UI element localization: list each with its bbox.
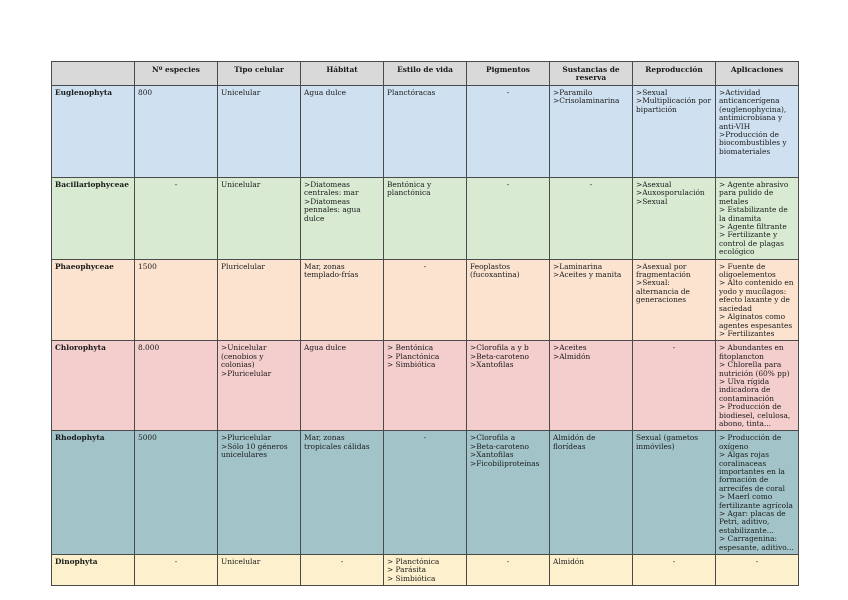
cell-line: > Parásita — [387, 565, 427, 575]
cell-line: > Alto contenido en yodo y mucílagos: efecto laxante y de saciedad — [719, 278, 794, 313]
lifestyle-cell — [384, 555, 467, 586]
cell-line: >Paramilo — [553, 88, 593, 97]
header-cell-reserve: Sustancias de reserva — [550, 62, 633, 86]
cell-line: > Fertilizantes — [719, 328, 775, 338]
cell-line: Unicelular — [221, 88, 261, 97]
row-name-cell: Dinophyta — [52, 555, 135, 586]
row-name-cell: Phaeophyceae — [52, 259, 135, 341]
habitat-cell — [301, 86, 384, 178]
cell-line: >Almidón — [553, 351, 591, 361]
cell-type-cell — [218, 259, 301, 341]
habitat-cell — [301, 259, 384, 341]
header-cell-reproduction: Reproducción — [633, 62, 716, 86]
habitat-cell — [301, 178, 384, 260]
pigments-cell — [467, 555, 550, 586]
cell-line: >Xantofilas — [470, 450, 514, 460]
reproduction-cell — [633, 555, 716, 586]
applications-cell — [716, 555, 799, 586]
table-row — [52, 431, 799, 555]
species-cell: 5000 — [135, 431, 218, 555]
header-cell-cell-type: Tipo celular — [218, 62, 301, 86]
cell-line: >Actividad anticancerígena (euglenophycina), antimicrobiana y anti-VIH — [719, 88, 787, 131]
cell-line: >Auxosporulación — [636, 188, 705, 198]
cell-line: >Clorofila a — [470, 433, 516, 443]
algae-comparison-table — [51, 61, 799, 586]
cell-line: > Planctónica — [387, 351, 440, 361]
cell-type-cell — [218, 431, 301, 555]
table-row — [52, 555, 799, 586]
cell-line: >Producción de biocombustibles y biomateriales — [719, 130, 787, 156]
species-cell: - — [135, 178, 218, 260]
cell-line: Agua dulce — [304, 343, 346, 353]
cell-line: - — [506, 88, 510, 97]
cell-line: >Pluricelular — [221, 433, 272, 443]
header-cell-lifestyle: Estilo de vida — [384, 62, 467, 86]
cell-type-cell — [218, 178, 301, 260]
cell-line: >Sólo 10 géneros unicelulares — [221, 441, 288, 460]
pigments-cell — [467, 259, 550, 341]
cell-line: - — [340, 557, 344, 567]
cell-line: > Simbiótica — [387, 360, 436, 370]
cell-line: >Aceites — [553, 343, 587, 353]
cell-line: >Sexual — [636, 196, 668, 206]
row-name-cell: Bacillariophyceae — [52, 178, 135, 260]
reserve-cell — [550, 555, 633, 586]
species-cell: - — [135, 555, 218, 586]
cell-line: > Agente abrasivo para pulido de metales — [719, 180, 789, 206]
cell-line: Feoplastos (fucoxantina) — [470, 261, 520, 280]
reproduction-cell — [633, 86, 716, 178]
cell-line: >Asexual — [636, 180, 672, 189]
table-row — [52, 341, 799, 431]
cell-line: >Sexual: alternancia de generaciones — [636, 278, 690, 305]
lifestyle-cell — [384, 178, 467, 260]
applications-cell — [716, 341, 799, 431]
reserve-cell — [550, 178, 633, 260]
cell-line: > Estabilizante de la dinamita — [719, 205, 788, 223]
reproduction-cell — [633, 431, 716, 555]
cell-line: > Producción de oxígeno — [719, 433, 782, 451]
reserve-cell — [550, 341, 633, 431]
reserve-cell — [550, 259, 633, 341]
cell-line: > Abundantes en fitoplancton — [719, 343, 784, 361]
cell-line: >Ficobiliproteínas — [470, 458, 540, 468]
habitat-cell — [301, 341, 384, 431]
cell-line: Agua dulce — [304, 88, 346, 97]
header-row — [52, 62, 799, 86]
cell-line: > Bentónica — [387, 343, 434, 353]
cell-line: >Diatomeas pennales: agua dulce — [304, 196, 361, 223]
row-name-cell: Euglenophyta — [52, 86, 135, 178]
cell-type-cell — [218, 555, 301, 586]
cell-line: >Multiplicación por bipartición — [636, 96, 711, 114]
cell-line: >Diatomeas centrales: mar — [304, 180, 359, 198]
cell-line: Mar, zonas tropicales cálidas — [304, 433, 370, 451]
cell-line: > Agar: placas de Petri, aditivo, estabilizante... — [719, 509, 786, 535]
cell-line: Bentónica y planctónica — [387, 180, 432, 198]
cell-line: >Aceites y manita — [553, 270, 622, 280]
cell-line: Almidón — [553, 557, 585, 567]
cell-line: >Crisolaminarina — [553, 96, 620, 106]
reproduction-cell — [633, 178, 716, 260]
cell-line: Unicelular — [221, 180, 261, 189]
row-name-cell: Rhodophyta — [52, 431, 135, 555]
lifestyle-cell — [384, 341, 467, 431]
species-cell: 8.000 — [135, 341, 218, 431]
header-cell-applications: Aplicaciones — [716, 62, 799, 86]
lifestyle-cell — [384, 86, 467, 178]
cell-line: Pluricelular — [221, 261, 265, 271]
table-row — [52, 178, 799, 260]
cell-line: > Simbiótica — [387, 573, 436, 583]
cell-line: >Xantofilas — [470, 360, 514, 370]
cell-line: >Asexual por fragmentación — [636, 261, 691, 280]
cell-line: > Fuente de oligoelementos — [719, 261, 776, 280]
cell-line: Sexual (gametos inmóviles) — [636, 433, 699, 451]
cell-line: >Pluricelular — [221, 368, 272, 378]
header-cell-pigments: Pigmentos — [467, 62, 550, 86]
table-row — [52, 259, 799, 341]
cell-line: > Maerl como fertilizante agrícola — [719, 492, 793, 510]
pigments-cell — [467, 178, 550, 260]
cell-line: - — [506, 557, 510, 567]
cell-line: > Chlorella para nutrición (60% pp) — [719, 360, 790, 378]
reserve-cell — [550, 86, 633, 178]
cell-line: > Producción de biodiesel, celulosa, abono, tinta... — [719, 402, 791, 428]
cell-line: > Ulva rígida indicadora de contaminación — [719, 376, 774, 403]
pigments-cell — [467, 341, 550, 431]
cell-type-cell — [218, 341, 301, 431]
cell-line: Mar, zonas templado-frías — [304, 261, 359, 280]
cell-line: > Agente filtrante — [719, 222, 787, 232]
cell-line: >Unicelular (cenobios y colonias) — [221, 343, 267, 370]
cell-line: Unicelular — [221, 557, 261, 567]
cell-line: Almidón de florídeas — [553, 433, 596, 451]
row-name-cell: Chlorophyta — [52, 341, 135, 431]
habitat-cell — [301, 555, 384, 586]
species-cell: 800 — [135, 86, 218, 178]
cell-line: - — [423, 433, 427, 443]
cell-line: >Clorofila a y b — [470, 343, 529, 353]
cell-line: > Algas rojas coralinaceas importantes en la formación de arrecifes de coral — [719, 450, 785, 493]
applications-cell — [716, 86, 799, 178]
habitat-cell — [301, 431, 384, 555]
cell-line: > Planctónica — [387, 557, 440, 567]
cell-line: Planctóracas — [387, 88, 436, 97]
header-cell-habitat: Hábitat — [301, 62, 384, 86]
reserve-cell — [550, 431, 633, 555]
applications-cell — [716, 259, 799, 341]
lifestyle-cell — [384, 259, 467, 341]
cell-line: > Carragenina: espesante, aditivo... — [719, 534, 794, 552]
cell-line: - — [672, 343, 676, 353]
cell-line: >Laminarina — [553, 261, 603, 271]
cell-type-cell — [218, 86, 301, 178]
table-row — [52, 86, 799, 178]
cell-line: > Fertilizante y control de plagas ecológico — [719, 230, 784, 257]
species-cell: 1500 — [135, 259, 218, 341]
header-cell-species: Nº especies — [135, 62, 218, 86]
header-cell-blank — [52, 62, 135, 86]
reproduction-cell — [633, 341, 716, 431]
cell-line: - — [506, 180, 510, 189]
reproduction-cell — [633, 259, 716, 341]
cell-line: >Beta-caroteno — [470, 441, 529, 451]
cell-line: - — [672, 557, 676, 567]
cell-line: - — [423, 261, 427, 271]
cell-line: >Beta-caroteno — [470, 351, 529, 361]
pigments-cell — [467, 86, 550, 178]
lifestyle-cell — [384, 431, 467, 555]
applications-cell — [716, 431, 799, 555]
cell-line: >Sexual — [636, 88, 668, 97]
cell-line: > Alginatos como agentes espesantes — [719, 312, 793, 330]
pigments-cell — [467, 431, 550, 555]
cell-line: - — [755, 557, 759, 567]
cell-line: - — [589, 180, 593, 189]
applications-cell — [716, 178, 799, 260]
